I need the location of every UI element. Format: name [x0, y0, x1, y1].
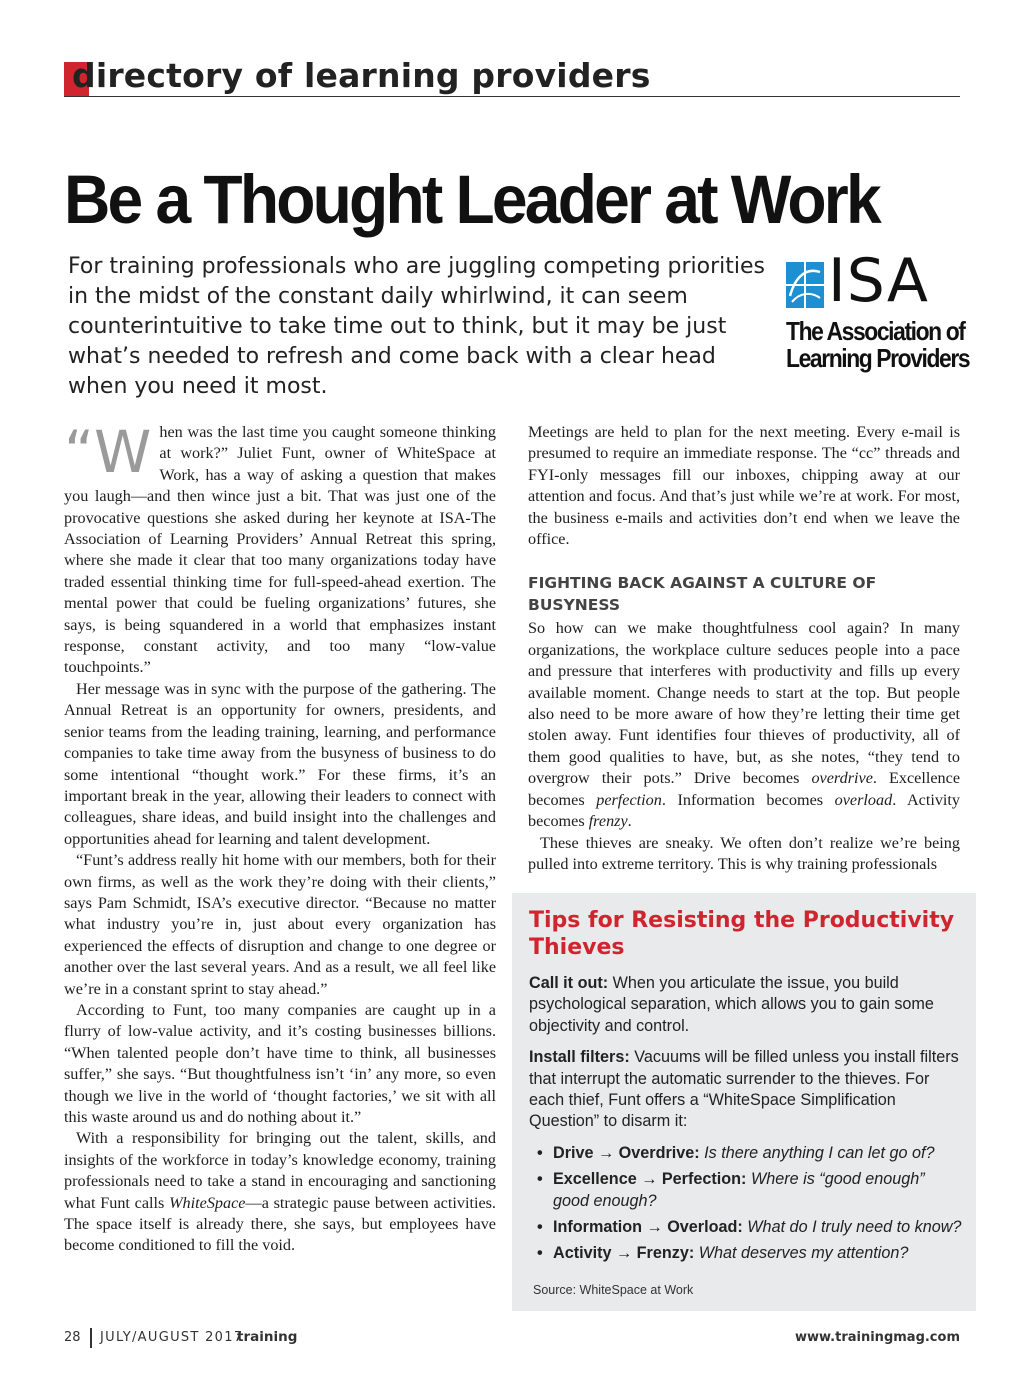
section-label: directory of learning providers [72, 56, 651, 95]
issue-date: JULY/AUGUST 2017 [100, 1330, 244, 1345]
list-item [529, 1243, 965, 1264]
article-paragraph [528, 618, 960, 832]
thief-question: Where is “good enough” good enough? [553, 1170, 925, 1210]
isa-name-line1: The Association of [786, 316, 965, 346]
list-item [529, 1169, 965, 1212]
page-number: 28 [64, 1330, 81, 1345]
article-column-right [528, 422, 960, 875]
article-text: . Excellence becomes [528, 769, 960, 809]
thief-question: What deserves my attention? [698, 1244, 909, 1263]
article-lead: hen was the last time you caught someone thinking at work?” [159, 423, 496, 463]
footer-divider [90, 1328, 92, 1348]
article-text: So how can we make thoughtfulness cool again? In many organizations, the workplace culture seduces people into a pace and pressure that interferes with productivity and fills up every available moment. Change needs to start at the top. But people also need to be more aware of how they’re letting their time get stolen away. Funt identifies four thieves of productivity, all of them good qualities to have, but, as she notes, “they tend to overgrow their pots.” Drive becomes [528, 619, 960, 788]
thief-question: Is there anything I can let go of? [704, 1143, 935, 1162]
thief-label: Excellence → Perfection: [553, 1170, 747, 1189]
article-emphasis: overdrive [811, 769, 873, 788]
magazine-name: training [237, 1329, 298, 1345]
tip-install-filters [529, 1047, 965, 1133]
article-text: —a strategic pause between activities. The space itself is already there, she says, but employees have become conditioned to fill the void. [64, 1193, 496, 1255]
list-item [529, 1143, 965, 1164]
thief-label: Drive → Overdrive: [553, 1143, 700, 1162]
isa-name [786, 316, 970, 373]
dropcap: “W [64, 418, 152, 486]
tips-body [529, 973, 965, 1270]
dek: For training professionals who are juggling competing priorities in the midst of the constant daily whirlwind, it can seem counterintuitive to take time out to think, but it may be just what’s needed to refresh and come back with a clear head when you need it most. [68, 254, 766, 399]
article-emphasis: overload [834, 790, 893, 809]
list-item [529, 1217, 965, 1238]
article-text: Juliet Funt, owner of WhiteSpace at Work, has a way of asking a question that makes you laugh—and then wince just a bit. That was just one of the provocative questions she asked during her keynote at ISA-The Association of Learning Providers’ Annual Retreat this spring, where she made it clear that too many organizations today have traded essential thinking time for full-speed-ahead exertion. The mental power that could be fueling organizations’ futures, she says, is being squandered in a world that emphasizes instant response, constant activity, and too many “low-value touchpoints.” [64, 444, 496, 677]
tip-call-it-out [529, 973, 965, 1037]
article-paragraph [64, 1128, 496, 1256]
thief-question-list [529, 1143, 965, 1265]
magazine-url: www.trainingmag.com [794, 1330, 960, 1345]
isa-name-line2: Learning Providers [786, 343, 970, 373]
isa-logo [786, 246, 970, 376]
article-column-left [64, 418, 496, 1257]
article-paragraph: According to Funt, too many companies are caught up in a flurry of low-value activity, and it’s costing businesses billions. “When talented people don’t have time to think, all businesses suffer,” she says. “But thoughtfulness isn’t ‘in’ any more, so even though we live in the world of ‘thought factories,’ we sit with all this waste around us and do nothing about it.” [64, 1000, 496, 1126]
thief-label: Information → Overload: [553, 1218, 743, 1237]
article-paragraph [64, 418, 496, 679]
thief-label: Activity → Frenzy: [553, 1244, 695, 1263]
tips-source: Source: WhiteSpace at Work [533, 1283, 694, 1297]
article-text: With a responsibility for bringing out the talent, skills, and insights of the workforce in today’s knowledge economy, training professionals need to take a stand in encouraging and sanctioning what Funt calls [64, 1129, 496, 1212]
tips-title: Tips for Resisting the Productivity Thieves [529, 908, 955, 960]
isa-letters: ISA [828, 246, 929, 316]
article-text: . [627, 812, 632, 831]
article-emphasis: perfection [596, 790, 662, 809]
isa-mark-icon [786, 262, 824, 308]
page-footer [64, 1330, 960, 1350]
section-header [64, 56, 960, 97]
headline: Be a Thought Leader at Work [64, 161, 879, 238]
article-text: . Information becomes [661, 790, 835, 809]
article-emphasis: frenzy [588, 812, 628, 831]
article-text: . Activity becomes [528, 790, 960, 831]
article-paragraph: Her message was in sync with the purpose of the gathering. The Annual Retreat is an opportunity for owners, presidents, and senior teams from the leading training, learning, and performance companies to take time away from the busyness of business to do some intentional “thought work.” For these firms, it’s an important break in the year, allowing their leaders to connect with colleagues, share ideas, and build insight into the challenges and opportunities ahead for learning and talent development. [64, 679, 496, 848]
tip-text: Vacuums will be filled unless you install filters that interrupt the automatic surrender to the thieves. For each thief, Funt offers a “WhiteSpace Simplification Question” to disarm it: [529, 1048, 959, 1131]
tip-text: When you articulate the issue, you build psychological separation, which allows you to gain some objectivity and control. [529, 974, 934, 1035]
article-paragraph: “Funt’s address really hit home with our members, both for their own firms, as well as the work they’re doing with their clients,” says Pam Schmidt, ISA’s executive director. “Because no matter what industry you’re in, just about every organization has experienced the effects of disruption and change to one degree or another over the last several years. And as a result, we all feel like we’re in a constant sprint to stay ahead.” [64, 851, 496, 998]
tip-label: Call it out: [529, 974, 609, 992]
thief-question: What do I truly need to know? [747, 1218, 962, 1237]
article-paragraph: Meetings are held to plan for the next meeting. Every e-mail is presumed to require an immediate response. The “cc” threads and FYI-only messages fill our inboxes, chipping away at our attention and focus. And that’s just while we’re at work. For most, the business e-mails and activities don’t end when we leave the office. [528, 423, 960, 549]
tip-label: Install filters: [529, 1048, 630, 1067]
tips-box [512, 893, 976, 1311]
article-subhead: FIGHTING BACK AGAINST A CULTURE OF BUSYNESS [528, 574, 877, 615]
article-emphasis: WhiteSpace [169, 1193, 246, 1212]
article-paragraph: These thieves are sneaky. We often don’t realize we’re being pulled into extreme territory. This is why training professionals [528, 833, 960, 873]
